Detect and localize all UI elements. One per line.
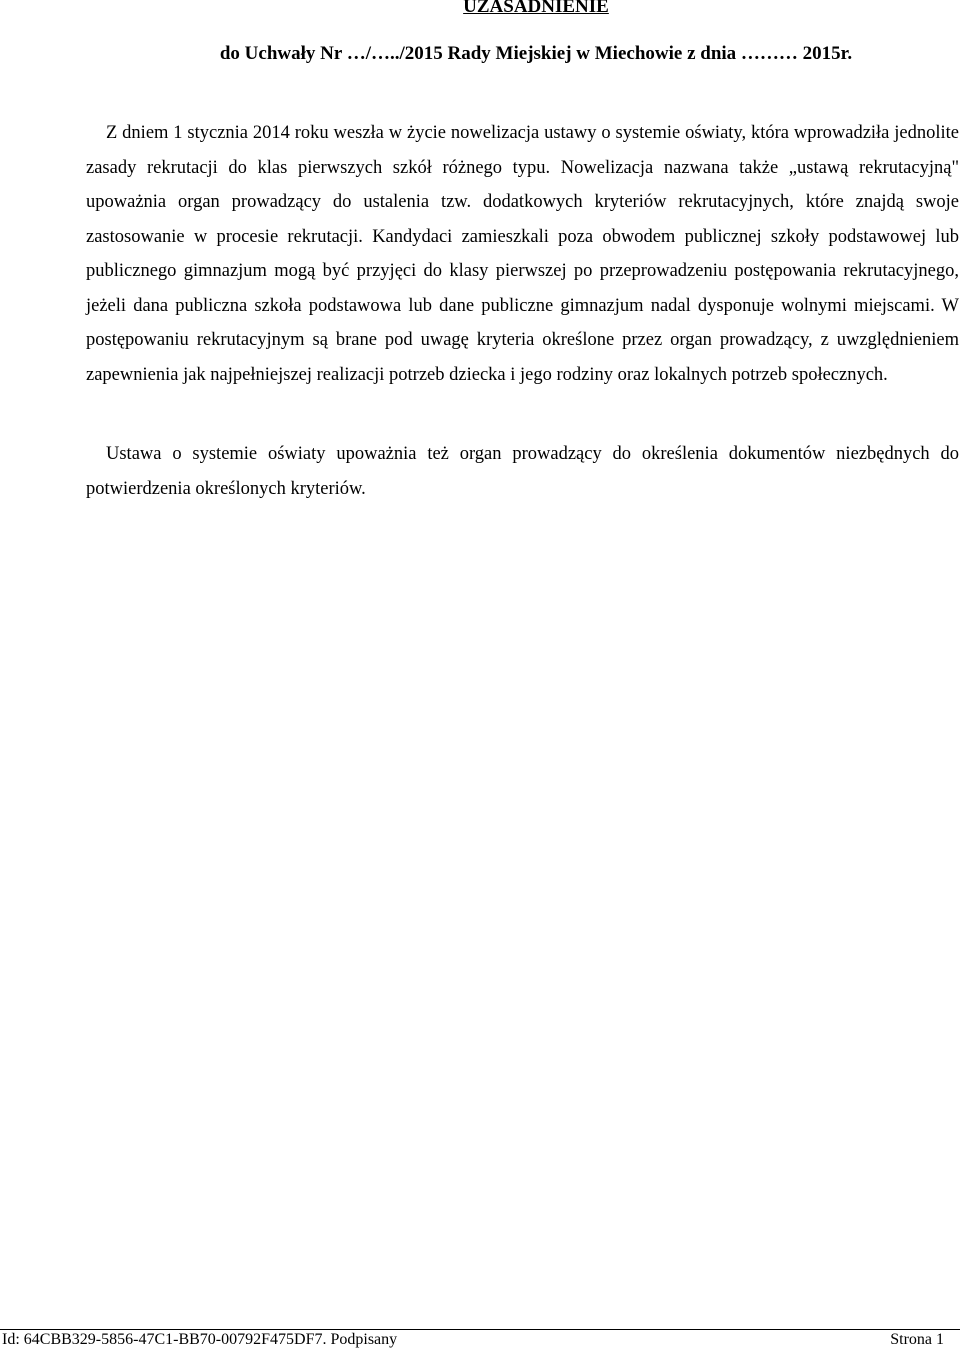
document-title: UZASADNIENIE xyxy=(463,0,609,17)
footer-page-number: Strona 1 xyxy=(890,1331,944,1348)
document-subtitle: do Uchwały Nr …/…../2015 Rady Miejskiej w Miechowie z dnia ……… 2015r. xyxy=(219,43,853,64)
body-paragraph-1: Z dniem 1 stycznia 2014 roku weszła w życie nowelizacja ustawy o systemie oświaty, która wprowadziła jednolite zasady rekrutacji do klas pierwszych szkół różnego typu. Nowelizacja nazwana także „ustawą rekrutacyjną" upoważnia organ prowadzący do ustalenia tzw. dodatkowych kryteriów rekrutacyjnych, które znajdą swoje zastosowanie w procesie rekrutacji. Kandydaci zamieszkali poza obwodem publicznej szkoły podstawowej lub publicznego gimnazjum mogą być przyjęci do klasy pierwszej po przeprowadzeniu postępowania rekrutacyjnego, jeżeli dana publiczna szkoła podstawowa lub dane publiczne gimnazjum nadal dysponuje wolnymi miejscami. W postępowaniu rekrutacyjnym są brane pod uwagę kryteria określone przez organ prowadzący, z uwzględnieniem zapewnienia jak najpełniejszej realizacji potrzeb dziecka i jego rodziny oraz lokalnych potrzeb społecznych. xyxy=(86,123,959,385)
body-paragraph-2: Ustawa o systemie oświaty upoważnia też organ prowadzący do określenia dokumentów niezbędnych do potwierdzenia określonych kryteriów. xyxy=(86,444,959,499)
footer-document-id: Id: 64CBB329-5856-47C1-BB70-00792F475DF7. Podpisany xyxy=(2,1331,398,1348)
